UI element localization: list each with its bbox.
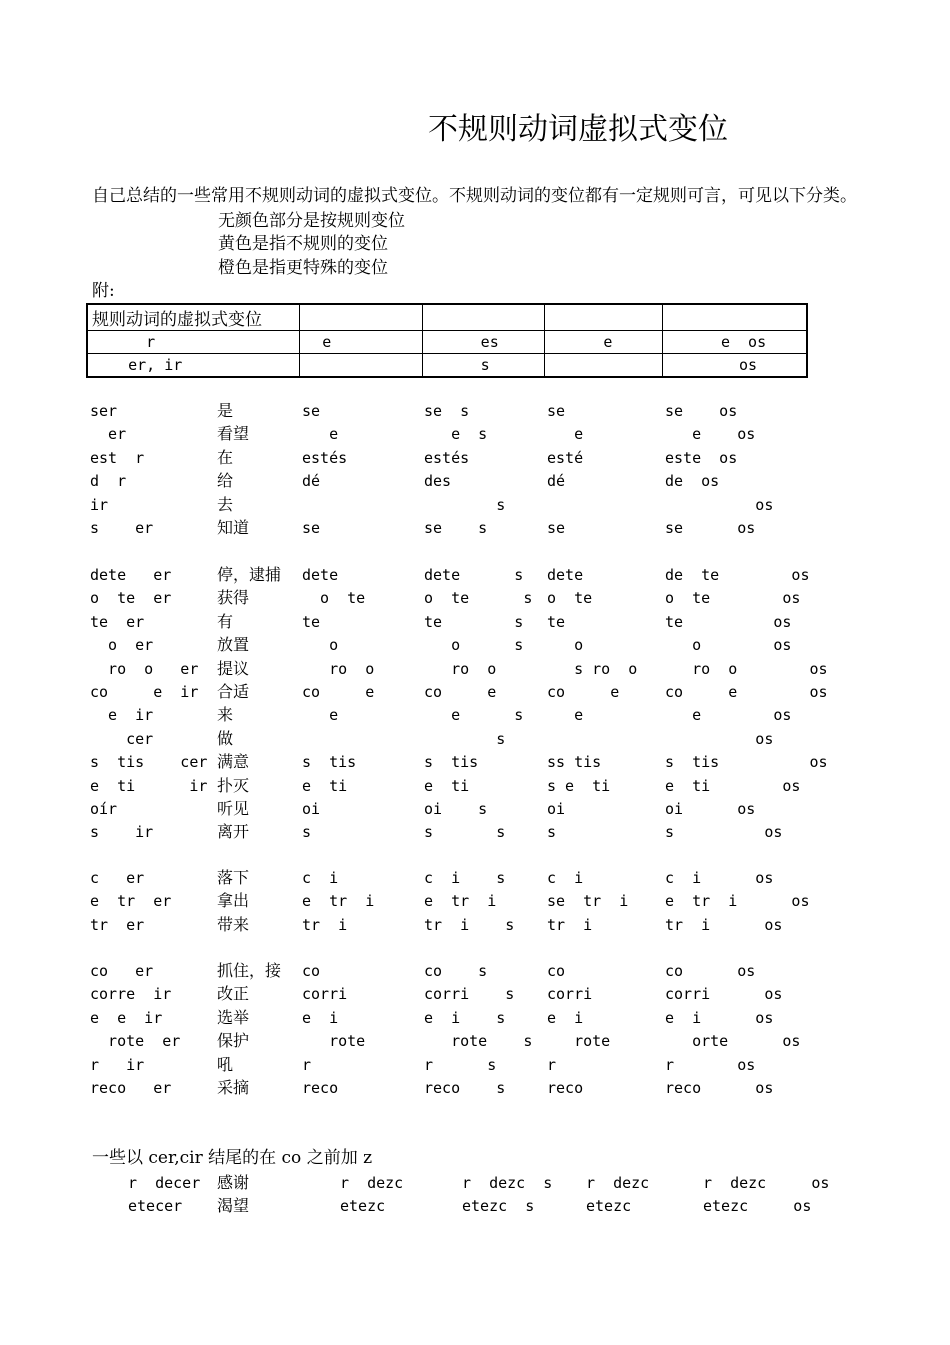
form-el: te xyxy=(547,612,566,631)
verb-meaning: 带来 xyxy=(217,914,250,934)
form-tu: c i s xyxy=(424,869,506,887)
form-nosotros: de os xyxy=(665,472,720,491)
form-nosotros: o te os xyxy=(665,589,801,608)
verb-meaning: 感谢 xyxy=(217,1173,250,1192)
verb-infinitive: dete er xyxy=(90,566,172,584)
form-yo: tr i xyxy=(302,915,348,934)
form-el: tr i xyxy=(547,915,593,934)
table-cell: os xyxy=(662,354,807,378)
form-nosotros: este os xyxy=(665,448,738,467)
verb-meaning: 是 xyxy=(217,401,234,420)
verb-meaning: 抓住，接 xyxy=(217,961,282,980)
form-el: dete xyxy=(547,566,584,584)
verb-meaning: 改正 xyxy=(217,984,250,1004)
form-tu: r dezc s xyxy=(462,1174,553,1192)
form-tu: reco s xyxy=(424,1079,506,1097)
form-nosotros: e os xyxy=(665,425,756,444)
form-el: o te xyxy=(547,589,593,608)
form-el: s xyxy=(547,823,557,842)
form-nosotros: e i os xyxy=(665,1008,774,1027)
form-tu: estés xyxy=(424,448,470,467)
verb-infinitive: e ir xyxy=(90,706,154,725)
verb-infinitive: er xyxy=(90,425,127,444)
verb-meaning: 有 xyxy=(217,611,234,631)
form-nosotros: e os xyxy=(665,706,792,725)
form-el: reco xyxy=(547,1079,584,1097)
form-el: r dezc xyxy=(586,1174,650,1192)
form-yo: dé xyxy=(302,472,321,491)
verb-infinitive: o te er xyxy=(90,589,172,608)
form-nosotros: o os xyxy=(665,636,792,655)
form-yo: se xyxy=(302,402,321,420)
form-yo: o xyxy=(302,636,339,655)
verb-meaning: 做 xyxy=(217,728,234,748)
intro-text: 自己总结的一些常用不规则动词的虚拟式变位。不规则动词的变位都有一定规则可言，可见以下分类。 xyxy=(92,186,857,206)
verb-meaning: 看望 xyxy=(217,424,250,444)
appendix-label: 附: xyxy=(92,281,115,301)
form-yo: rote xyxy=(302,1032,366,1051)
form-yo: reco xyxy=(302,1079,339,1097)
verb-infinitive: ser xyxy=(90,402,118,420)
form-tu: corri s xyxy=(424,985,515,1004)
form-yo: e i xyxy=(302,1008,339,1027)
form-tu: s tis xyxy=(424,753,479,772)
verb-infinitive: e ti ir xyxy=(90,776,208,795)
form-tu: e s xyxy=(424,706,524,725)
form-nosotros: e ti os xyxy=(665,776,801,795)
form-yo: corri xyxy=(302,985,348,1004)
form-tu: s s xyxy=(424,823,506,842)
legend-yellow: 黄色是指不规则的变位 xyxy=(218,234,388,254)
form-nosotros: r os xyxy=(665,1055,756,1074)
form-yo: e tr i xyxy=(302,892,375,911)
form-tu: co e xyxy=(424,683,497,701)
table-cell: e os xyxy=(662,331,807,354)
table-cell xyxy=(545,304,663,331)
form-el: o xyxy=(547,636,584,655)
form-el: esté xyxy=(547,448,584,467)
form-tu: o te s xyxy=(424,589,533,608)
form-nosotros: etezc os xyxy=(703,1197,812,1216)
form-tu: tr i s xyxy=(424,915,515,934)
form-nosotros: e tr i os xyxy=(665,892,810,911)
table-cell xyxy=(300,304,422,331)
page-title: 不规则动词虚拟式变位 xyxy=(428,112,728,147)
verb-meaning: 保护 xyxy=(217,1031,250,1051)
table-cell: r xyxy=(87,331,300,354)
table-cell: er, ir xyxy=(87,354,300,378)
form-yo: e xyxy=(302,425,339,444)
verb-meaning: 吼 xyxy=(217,1054,234,1074)
verb-infinitive: s ir xyxy=(90,823,154,842)
verb-infinitive: tr er xyxy=(90,915,145,934)
verb-meaning: 满意 xyxy=(217,752,250,772)
form-nosotros: de te os xyxy=(665,566,810,584)
verb-meaning: 落下 xyxy=(217,868,250,887)
verb-meaning: 去 xyxy=(217,494,234,514)
form-el: s ro o xyxy=(547,659,638,678)
form-tu: s xyxy=(424,729,506,748)
form-nosotros: se os xyxy=(665,402,738,420)
form-tu: etezc s xyxy=(462,1197,535,1216)
form-yo: se xyxy=(302,519,321,537)
table-cell: e xyxy=(545,331,663,354)
form-nosotros: ro o os xyxy=(665,659,828,678)
form-yo: c i xyxy=(302,869,339,887)
form-el: c i xyxy=(547,869,584,887)
form-el: ss tis xyxy=(547,753,602,772)
form-nosotros: s tis os xyxy=(665,753,828,772)
form-yo: s xyxy=(302,823,312,842)
form-yo: o te xyxy=(302,589,366,608)
form-el: se xyxy=(547,519,566,537)
form-el: oi xyxy=(547,800,566,818)
form-yo: ro o xyxy=(302,659,375,678)
verb-meaning: 渴望 xyxy=(217,1196,250,1216)
form-tu: ro o xyxy=(424,659,497,678)
form-tu: se s xyxy=(424,519,488,537)
form-el: se tr i xyxy=(547,892,629,911)
verb-infinitive: s er xyxy=(90,519,154,537)
form-yo: te xyxy=(302,612,321,631)
form-nosotros: os xyxy=(665,495,774,514)
verb-meaning: 在 xyxy=(217,447,234,467)
verb-infinitive: etecer xyxy=(128,1197,183,1216)
form-el: e i xyxy=(547,1008,584,1027)
form-tu: s xyxy=(424,495,506,514)
form-nosotros: tr i os xyxy=(665,915,783,934)
legend-orange: 橙色是指更特殊的变位 xyxy=(218,258,388,278)
form-el: s e ti xyxy=(547,776,611,795)
form-yo: estés xyxy=(302,448,348,467)
form-tu: te s xyxy=(424,612,524,631)
form-nosotros: os xyxy=(665,729,774,748)
form-nosotros: s os xyxy=(665,823,783,842)
form-tu: co s xyxy=(424,962,488,980)
table-row xyxy=(87,354,807,378)
form-nosotros: orte os xyxy=(665,1032,801,1051)
verb-meaning: 知道 xyxy=(217,518,250,537)
form-tu: e ti xyxy=(424,776,470,795)
form-nosotros: corri os xyxy=(665,985,783,1004)
verb-infinitive: e tr er xyxy=(90,892,172,911)
verb-infinitive: oír xyxy=(90,800,118,818)
verb-meaning: 提议 xyxy=(217,658,250,678)
form-tu: dete s xyxy=(424,566,524,584)
form-yo: r xyxy=(302,1055,312,1074)
verb-meaning: 停，逮捕 xyxy=(217,565,282,584)
form-nosotros: reco os xyxy=(665,1079,774,1097)
form-tu: o s xyxy=(424,636,524,655)
table-cell xyxy=(545,354,663,378)
table-cell xyxy=(662,304,807,331)
verb-meaning: 听见 xyxy=(217,799,250,818)
verb-meaning: 选举 xyxy=(217,1007,250,1027)
form-el: se xyxy=(547,402,566,420)
form-tu: se s xyxy=(424,402,470,420)
form-el: co xyxy=(547,962,566,980)
table-row xyxy=(87,331,807,354)
verb-infinitive: r decer xyxy=(128,1174,201,1192)
verb-infinitive: d r xyxy=(90,472,127,491)
form-tu: r s xyxy=(424,1055,497,1074)
note-text: 一些以 cer,cir 结尾的在 co 之前加 z xyxy=(92,1148,373,1168)
verb-meaning: 离开 xyxy=(217,822,250,842)
form-yo: co e xyxy=(302,683,375,701)
verb-infinitive: reco er xyxy=(90,1079,172,1097)
verb-infinitive: s tis cer xyxy=(90,753,208,772)
regular-conjugation-table xyxy=(86,303,808,378)
form-tu: des xyxy=(424,472,452,491)
verb-meaning: 放置 xyxy=(217,635,250,655)
verb-meaning: 合适 xyxy=(217,682,250,701)
verb-infinitive: ro o er xyxy=(90,659,199,678)
form-nosotros: te os xyxy=(665,612,792,631)
form-nosotros: se os xyxy=(665,519,756,537)
form-el: co e xyxy=(547,683,620,701)
verb-infinitive: te er xyxy=(90,612,145,631)
table-cell: s xyxy=(422,354,545,378)
form-yo: e ti xyxy=(302,776,348,795)
form-yo: etezc xyxy=(340,1197,386,1216)
form-yo: oi xyxy=(302,800,321,818)
verb-meaning: 拿出 xyxy=(217,891,250,911)
verb-infinitive: rote er xyxy=(90,1032,181,1051)
form-nosotros: co e os xyxy=(665,683,828,701)
verb-infinitive: est r xyxy=(90,448,145,467)
table-cell: es xyxy=(422,331,545,354)
form-el: rote xyxy=(547,1032,611,1051)
form-el: etezc xyxy=(586,1197,632,1216)
form-el: r xyxy=(547,1055,557,1074)
form-yo: dete xyxy=(302,566,339,584)
form-el: dé xyxy=(547,472,566,491)
verb-infinitive: corre ir xyxy=(90,985,172,1004)
verb-infinitive: r ir xyxy=(90,1055,145,1074)
form-el: e xyxy=(547,425,584,444)
form-nosotros: oi os xyxy=(665,800,756,818)
form-tu: e tr i xyxy=(424,892,497,911)
verb-meaning: 来 xyxy=(217,705,234,725)
verb-meaning: 扑灭 xyxy=(217,775,250,795)
form-nosotros: r dezc os xyxy=(703,1174,830,1192)
verb-infinitive: co er xyxy=(90,962,154,980)
form-nosotros: c i os xyxy=(665,869,774,887)
table-cell xyxy=(422,304,545,331)
form-tu: e s xyxy=(424,425,488,444)
table-cell xyxy=(300,354,422,378)
table-header: 规则动词的虚拟式变位 xyxy=(87,304,300,331)
form-tu: rote s xyxy=(424,1032,533,1051)
form-yo: s tis xyxy=(302,753,357,772)
verb-infinitive: o er xyxy=(90,636,154,655)
verb-infinitive: e e ir xyxy=(90,1008,163,1027)
form-tu: e i s xyxy=(424,1008,506,1027)
form-tu: oi s xyxy=(424,800,488,818)
verb-meaning: 采摘 xyxy=(217,1078,250,1097)
verb-infinitive: ir xyxy=(90,495,109,514)
form-nosotros: co os xyxy=(665,962,756,980)
form-yo: co xyxy=(302,962,321,980)
table-cell: e xyxy=(300,331,422,354)
verb-infinitive: co e ir xyxy=(90,683,199,701)
table-row xyxy=(87,304,807,331)
form-yo: r dezc xyxy=(340,1174,404,1192)
form-el: corri xyxy=(547,985,593,1004)
verb-infinitive: c er xyxy=(90,869,145,887)
verb-infinitive: cer xyxy=(90,729,154,748)
form-yo: e xyxy=(302,706,339,725)
verb-meaning: 给 xyxy=(217,471,234,491)
form-el: e xyxy=(547,706,584,725)
verb-meaning: 获得 xyxy=(217,588,250,608)
legend-no-color: 无颜色部分是按规则变位 xyxy=(218,211,405,231)
